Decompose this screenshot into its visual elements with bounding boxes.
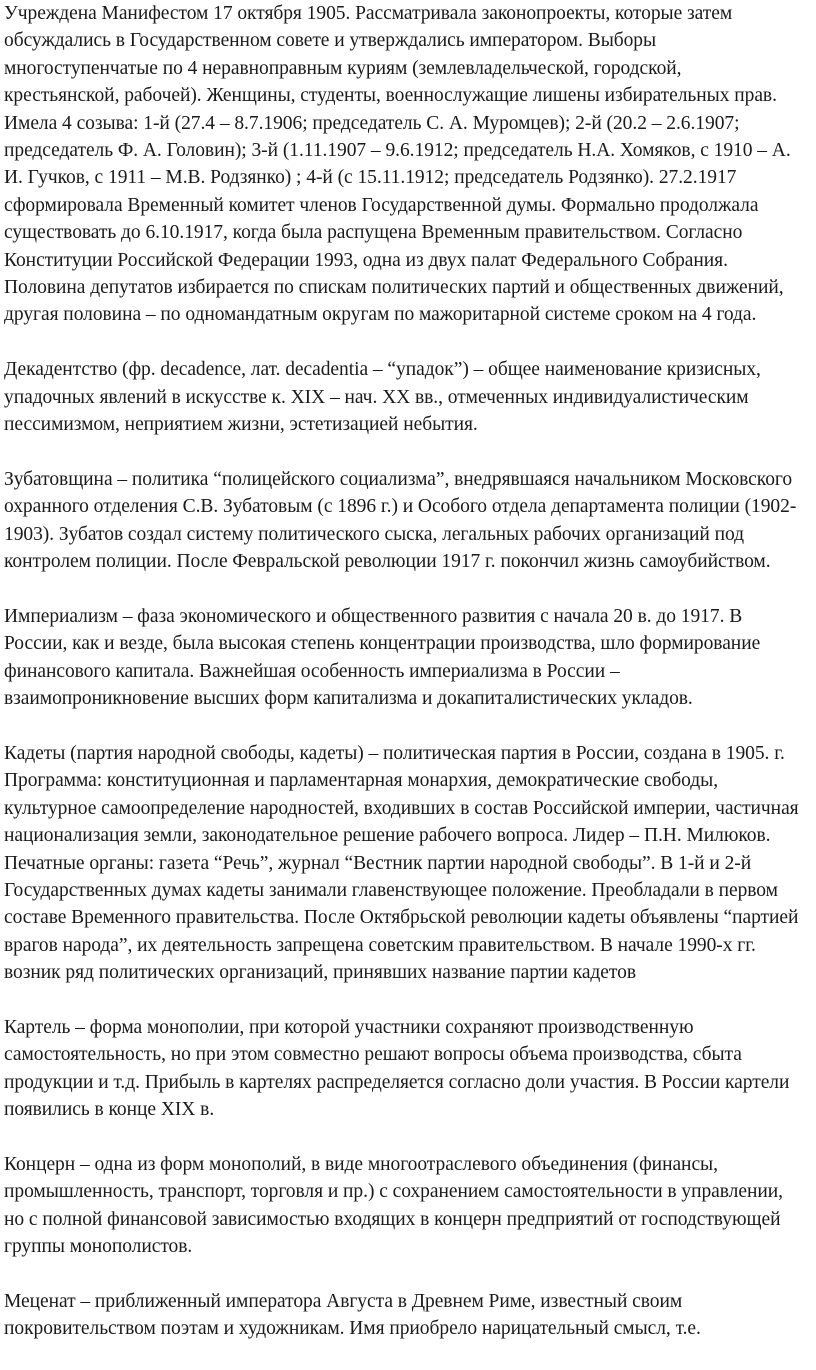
text-line: возник ряд политических организаций, принявших название партии кадетов: [4, 962, 636, 984]
text-line: взаимопроникновение высших форм капитализма и докапиталистических укладов.: [4, 688, 693, 710]
text-line: Декадентство (фр. decadence, лат. decadentia – “упадок”) – общее наименование кризисных,: [4, 359, 761, 381]
text-line: Кадеты (партия народной свободы, кадеты) – политическая партия в России, создана в 1905. г.: [4, 742, 785, 764]
paragraph-duma: [4, 0, 812, 329]
text-line: сформировала Временный комитет членов Государственной думы. Формально продолжала: [4, 194, 759, 216]
text-line: крестьянской, рабочей). Женщины, студенты, военнослужащие лишены избирательных прав.: [4, 85, 777, 107]
text-line: обсуждались в Государственном совете и утверждались императором. Выборы: [4, 30, 657, 52]
text-line: И. Гучков, с 1911 – М.В. Родзянко) ; 4-й (с 15.11.1912; председатель Родзянко). 27.2.1917: [4, 167, 737, 189]
text-line: но с полной финансовой зависимостью входящих в концерн предприятий от господствующей: [4, 1208, 781, 1230]
text-line: контролем полиции. После Февральской революции 1917 г. покончил жизнь самоубийством.: [4, 551, 771, 573]
paragraph-imperialism: [4, 603, 812, 713]
text-line: Империализм – фаза экономического и общественного развития с начала 20 в. до 1917. В: [4, 605, 743, 627]
paragraph-maecenas: [4, 1288, 812, 1343]
text-line: составе Временного правительства. После Октябрьской революции кадеты объявлены “партией: [4, 907, 799, 929]
text-line: председатель Ф. А. Головин); 3-й (1.11.1907 – 9.6.1912; председатель Н.А. Хомяков, с 1910 – А.: [4, 140, 791, 162]
text-line: врагов народа”, их деятельность запрещена советским правительством. В начале 1990-х гг.: [4, 934, 756, 956]
text-line: самостоятельность, но при этом совместно решают вопросы объема производства, сбыта: [4, 1044, 742, 1066]
text-line: Конституции Российской Федерации 1993, одна из двух палат Федерального Собрания.: [4, 249, 728, 271]
text-line: группы монополистов.: [4, 1236, 193, 1258]
text-line: продукции и т.д. Прибыль в картелях распределяется согласно доли участия. В России картели: [4, 1071, 790, 1093]
text-line: России, как и везде, была высокая степень концентрации производства, шло формирование: [4, 633, 761, 655]
text-line: Имела 4 созыва: 1-й (27.4 – 8.7.1906; председатель С. А. Муромцев); 2-й (20.2 – 2.6.1907;: [4, 112, 740, 134]
text-line: промышленность, транспорт, торговля и пр.) с сохранением самостоятельности в управлении,: [4, 1181, 783, 1203]
text-line: Печатные органы: газета “Речь”, журнал “Вестник партии народной свободы”. В 1-й и 2-й: [4, 852, 752, 874]
text-line: Концерн – одна из форм монополий, в виде многоотраслевого объединения (финансы,: [4, 1153, 718, 1175]
text-line: охранного отделения С.В. Зубатовым (с 1896 г.) и Особого отдела департамента полиции (1902-: [4, 496, 797, 518]
text-line: пессимизмом, неприятием жизни, эстетизацией небытия.: [4, 414, 478, 436]
text-line: многоступенчатые по 4 неравноправным куриям (землевладельческой, городской,: [4, 57, 682, 79]
text-line: другая половина – по одномандатным округам по мажоритарной системе сроком на 4 года.: [4, 304, 757, 326]
text-line: культурное самоопределение народностей, входивших в состав Российской империи, частичная: [4, 797, 799, 819]
document-page: [4, 0, 812, 1370]
paragraph-decadence: [4, 356, 812, 438]
text-line: упадочных явлений в искусстве к. XIX – нач. XX вв., отмеченных индивидуалистическим: [4, 386, 749, 408]
text-line: 1903). Зубатов создал систему политического сыска, легальных рабочих организаций под: [4, 523, 745, 545]
text-line: Программа: конституционная и парламентарная монархия, демократические свободы,: [4, 770, 719, 792]
paragraph-concern: [4, 1151, 812, 1261]
text-line: Учреждена Манифестом 17 октября 1905. Рассматривала законопроекты, которые затем: [4, 3, 733, 24]
text-line: Картель – форма монополии, при которой участники сохраняют производственную: [4, 1016, 694, 1038]
text-line: финансового капитала. Важнейшая особенность империализма в России –: [4, 660, 620, 682]
paragraph-zubatov: [4, 466, 812, 576]
text-line: Половина депутатов избирается по спискам политических партий и общественных движений,: [4, 277, 784, 299]
text-line: появились в конце XIX в.: [4, 1099, 215, 1121]
text-line: национализация земли, законодательное решение рабочего вопроса. Лидер – П.Н. Милюков.: [4, 825, 771, 847]
paragraph-cartel: [4, 1014, 812, 1124]
text-line: Зубатовщина – политика “полицейского социализма”, внедрявшаяся начальником Московского: [4, 468, 793, 490]
text-line: Меценат – приближенный императора Августа в Древнем Риме, известный своим: [4, 1290, 683, 1312]
text-line: покровительством поэтам и художникам. Имя приобрело нарицательный смысл, т.е.: [4, 1318, 701, 1340]
text-line: Государственных думах кадеты занимали главенствующее положение. Преобладали в первом: [4, 879, 778, 901]
paragraph-kadets: [4, 740, 812, 987]
text-line: существовать до 6.10.1917, когда была распущена Временным правительством. Согласно: [4, 222, 743, 244]
